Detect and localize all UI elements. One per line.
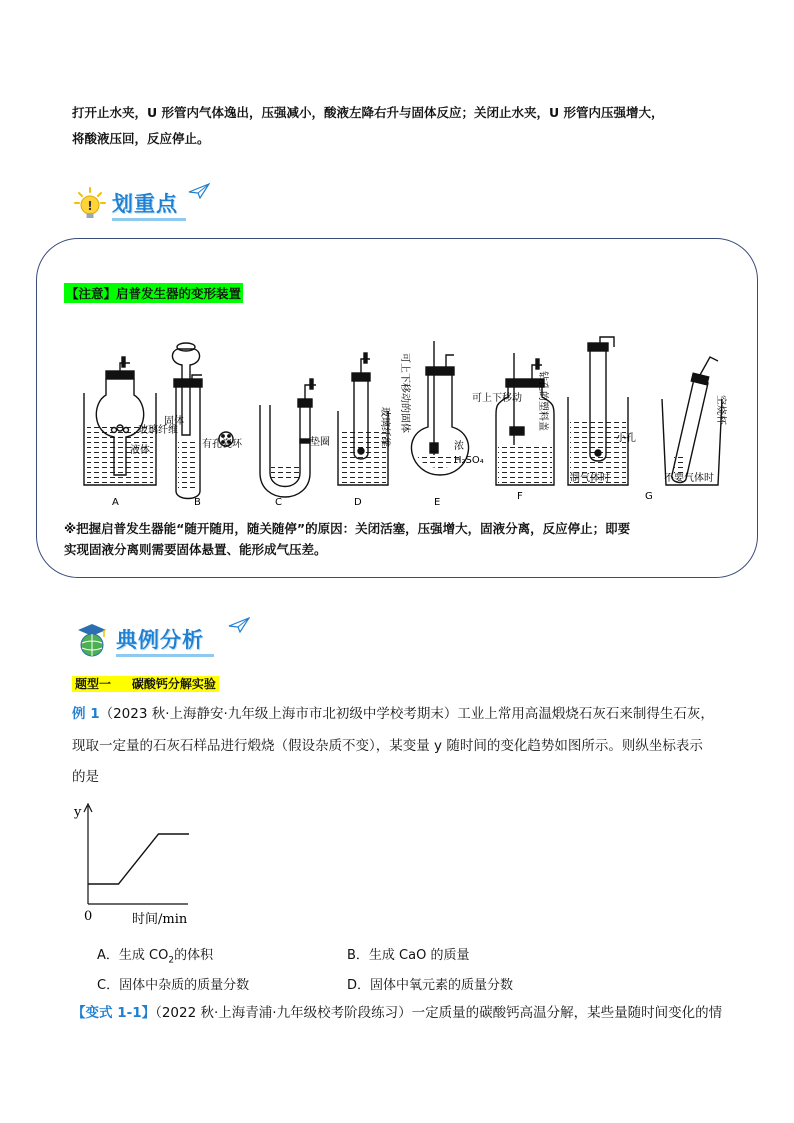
lightbulb-icon: [74, 186, 106, 222]
example1-line1: 例 1（2023 秋·上海静安·九年级上海市市北初级中学校考期末）工业上常用高温煅烧石灰石来制得生石灰，: [72, 706, 714, 722]
option-d[interactable]: D．固体中氧元素的质量分数: [347, 978, 514, 993]
letter-d: D: [354, 497, 362, 508]
type-one-tag: [72, 673, 219, 692]
label-g-small-hole: 小孔: [616, 433, 636, 444]
apparatus-a: [84, 357, 156, 485]
paper-plane-icon: [228, 617, 250, 637]
apparatus-c: [260, 379, 316, 497]
apparatus-g-no-gas: [662, 357, 722, 485]
top-paragraph-line2: 将酸液压回，反应停止。: [72, 131, 210, 146]
paper-plane-icon: [188, 183, 210, 203]
graph-origin-label: 0: [84, 909, 93, 924]
letter-c: C: [275, 497, 282, 508]
examples-heading: [74, 622, 250, 658]
label-g-making-gas: 制气体时: [570, 473, 610, 484]
globe-icon: [74, 622, 110, 658]
type-one-label: 题型一 碳酸钙分解实验: [72, 676, 219, 692]
examples-title: 典例分析: [116, 627, 204, 652]
label-a-liquid: 液体: [130, 445, 150, 456]
example1-line3: 的是: [72, 769, 99, 785]
example1-label: 例 1: [72, 706, 100, 722]
label-a-glass-fiber: 玻璃纤维: [138, 425, 178, 436]
key-points-title: 划重点: [112, 191, 178, 216]
note-explain-line2: 实现固液分离则需要固体悬置、能形成气压差。: [64, 542, 327, 557]
graph-x-label: 时间/min: [132, 912, 188, 927]
label-d-glass-fiber: 玻璃纤维: [379, 407, 390, 447]
graph-data-line: [88, 834, 189, 884]
variant-1-1: 【变式 1-1】（2022 秋·上海青浦·九年级校考阶段练习）一定质量的碳酸钙高温分解，某些量随时间变化的情: [72, 1005, 723, 1021]
label-b-perforated-ring: 有孔瓷环: [202, 439, 242, 450]
apparatus-g-making-gas: [568, 337, 628, 485]
letter-e: E: [434, 497, 441, 508]
variant-label: 【变式 1-1】: [72, 1005, 156, 1021]
label-e-conc: 浓: [454, 441, 464, 452]
example1-graph: [70, 796, 210, 930]
label-b-solid: 固体: [164, 416, 184, 427]
svg-text:!: !: [87, 199, 93, 213]
label-c-gasket: 垫圈: [310, 437, 330, 448]
option-c[interactable]: C．固体中杂质的质量分数: [97, 978, 250, 993]
label-f-plastic-plate: 钻孔的塑料盖: [537, 371, 548, 431]
label-e-movable-solid: 可上下移动的固体: [399, 353, 410, 433]
letter-b: B: [194, 497, 201, 508]
letter-g: G: [645, 491, 653, 502]
graph-y-label: y: [74, 805, 82, 820]
option-a[interactable]: A．生成 $CO_2$的体积: [97, 948, 214, 966]
key-points-heading: [74, 186, 210, 222]
note-explain-line1: ※把握启普发生器能“随开随用，随关随停”的原因：关闭活塞，压强增大，固液分离，反应停止；即要: [64, 521, 631, 536]
letter-a: A: [112, 497, 119, 508]
label-g-empty-beaker: 空烧杯: [715, 395, 726, 425]
note-title-text: 【注意】启普发生器的变形装置: [64, 283, 243, 303]
note-title: [64, 283, 243, 303]
letter-f: F: [517, 491, 523, 502]
label-g-no-gas: 不要气体时: [664, 473, 714, 484]
example1-line2: 现取一定量的石灰石样品进行煅烧（假设杂质不变），某变量 y 随时间的变化趋势如图所示。则纵坐标表示: [72, 738, 703, 754]
top-paragraph-line1: 打开止水夹，U 形管内气体逸出，压强减小，酸液左降右升与固体反应；关闭止水夹，U 形管内压强增大，: [72, 105, 664, 120]
label-f-movable: 可上下移动: [472, 393, 522, 404]
label-e-h2so4: H₂SO₄: [454, 455, 484, 466]
kipp-apparatus-diagram: [70, 335, 740, 515]
option-b[interactable]: B．生成 CaO 的质量: [347, 948, 470, 963]
